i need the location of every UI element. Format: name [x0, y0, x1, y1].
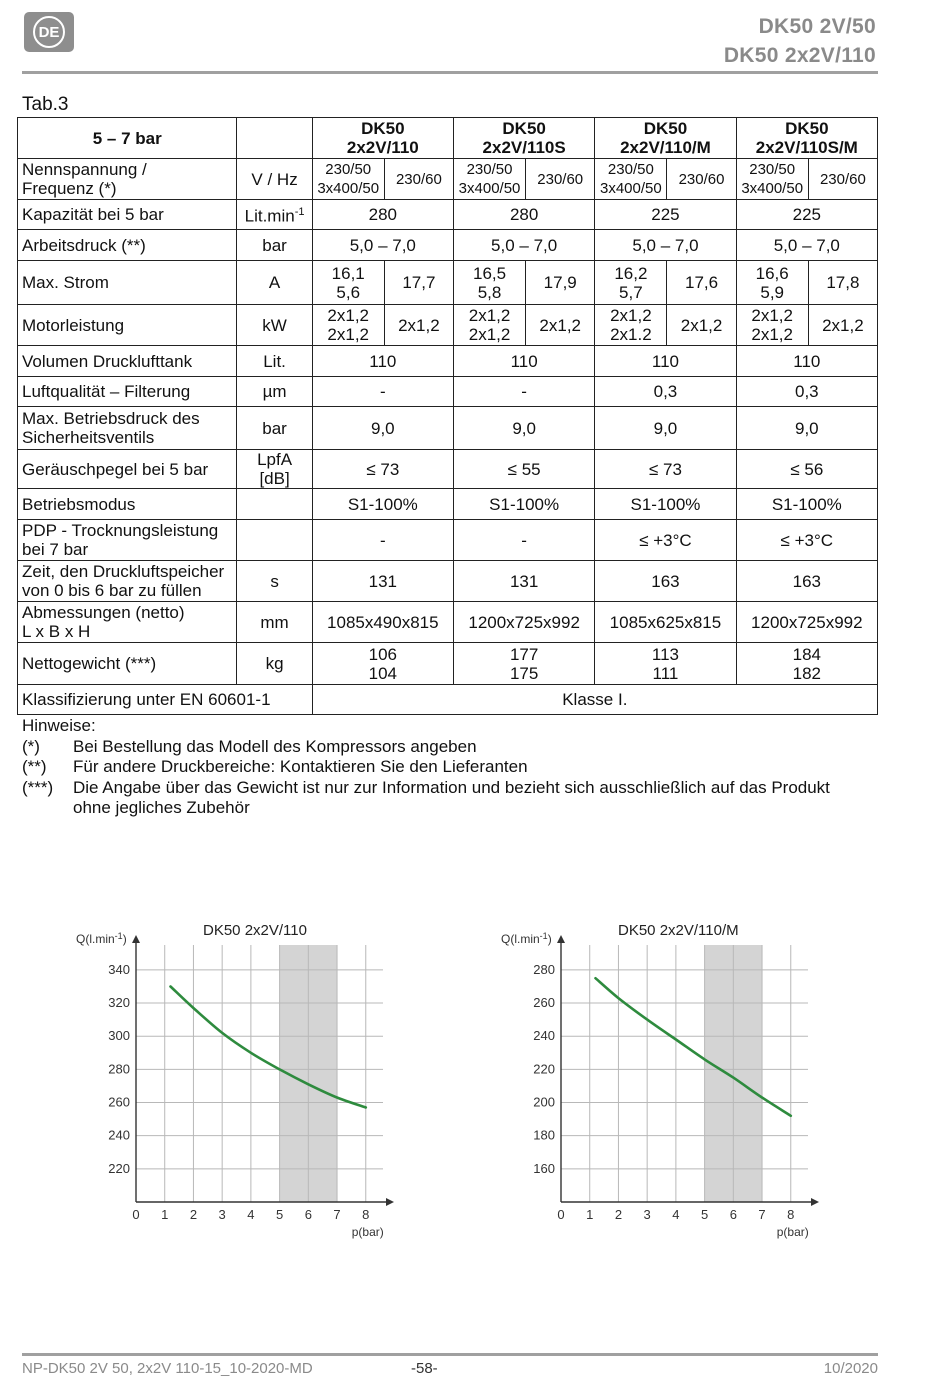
y-axis-arrow-icon — [132, 935, 140, 943]
page-number: -58- — [411, 1360, 438, 1377]
table-cell: 17,7 — [384, 261, 453, 305]
table-cell: Klasse I. — [312, 685, 877, 715]
row-label: PDP - Trocknungsleistung bei 7 bar — [18, 520, 237, 561]
pressure-range-header: 5 – 7 bar — [18, 118, 237, 159]
y-tick-label: 180 — [533, 1127, 555, 1143]
table-header-row — [18, 118, 878, 159]
table-cell: ≤ 73 — [595, 450, 736, 489]
table-cell: 1200x725x992 — [453, 602, 594, 643]
table-row — [18, 643, 878, 685]
table-row — [18, 200, 878, 230]
x-tick-label: 3 — [218, 1207, 226, 1222]
table-cell: 225 — [736, 200, 877, 230]
x-tick-label: 4 — [672, 1207, 680, 1222]
table-row — [18, 261, 878, 305]
table-cell: S1-100% — [736, 489, 877, 520]
x-tick-label: 2 — [189, 1207, 198, 1222]
table-cell: 16,2 5,7 — [595, 261, 667, 305]
x-tick-label: 8 — [362, 1207, 370, 1222]
table-cell: 106 104 — [312, 643, 453, 685]
table-cell: 9,0 — [736, 407, 877, 450]
y-tick-label: 220 — [533, 1061, 555, 1077]
y-tick-label: 300 — [108, 1028, 130, 1044]
table-cell: 110 — [453, 346, 594, 377]
specifications-table — [17, 117, 878, 715]
row-label: Nennspannung / Frequenz (*) — [18, 159, 237, 200]
footer-date: 10/2020 — [823, 1360, 878, 1377]
note-item: (**) Für andere Druckbereiche: Kontaktieren Sie den Lieferanten — [22, 757, 528, 776]
row-label: Motorleistung — [18, 305, 237, 346]
table-row — [18, 305, 878, 346]
x-axis-label: p(bar) — [776, 1225, 809, 1239]
table-row — [18, 685, 878, 715]
y-tick-label: 260 — [533, 995, 555, 1011]
y-axis-label: $Q(l.\min^{-1})$ — [501, 931, 552, 946]
model-header: DK50 2x2V/110 — [312, 118, 453, 159]
table-cell: 17,8 — [808, 261, 877, 305]
table-row — [18, 377, 878, 407]
table-cell: 17,9 — [526, 261, 595, 305]
chart-title: DK50 2x2V/110 — [203, 922, 307, 939]
document-title-line-2: DK50 2x2V/110 — [723, 44, 876, 67]
table-cell: 230/50 3x400/50 — [453, 159, 525, 200]
footer-divider — [22, 1353, 878, 1356]
table-row — [18, 602, 878, 643]
x-tick-label: 1 — [586, 1207, 594, 1222]
table-cell: 225 — [595, 200, 736, 230]
table-cell: 16,6 5,9 — [736, 261, 808, 305]
x-tick-label: 3 — [643, 1207, 651, 1222]
table-cell: 2x1,2 — [808, 305, 877, 346]
x-axis-arrow-icon — [811, 1198, 819, 1206]
model-header: DK50 2x2V/110S — [453, 118, 594, 159]
table-cell: ≤ +3°C — [736, 520, 877, 561]
table-row — [18, 561, 878, 602]
notes-heading: Hinweise: — [22, 716, 96, 735]
table-cell: 280 — [453, 200, 594, 230]
row-label: Kapazität bei 5 bar — [18, 200, 237, 230]
table-cell: 2x1,2 — [384, 305, 453, 346]
footer-document-id: NP-DK50 2V 50, 2x2V 110-15_10-2020-MD — [22, 1360, 313, 1377]
table-cell: 230/60 — [808, 159, 877, 200]
table-cell: 9,0 — [453, 407, 594, 450]
x-tick-label: 1 — [161, 1207, 169, 1222]
x-tick-label: 8 — [787, 1207, 795, 1222]
table-cell: 9,0 — [595, 407, 736, 450]
table-cell: - — [312, 520, 453, 561]
table-cell: 17,6 — [667, 261, 736, 305]
table-cell: - — [453, 377, 594, 407]
y-tick-label: 340 — [108, 961, 130, 977]
model-header: DK50 2x2V/110/M — [595, 118, 736, 159]
y-tick-label: 240 — [108, 1127, 130, 1143]
table-cell: 2x1,2 2x1,2 — [312, 305, 384, 346]
table-cell: 163 — [736, 561, 877, 602]
y-tick-label: 220 — [108, 1160, 130, 1176]
table-row — [18, 230, 878, 261]
row-unit: bar — [237, 407, 312, 450]
row-label: Zeit, den Druckluftspeicher von 0 bis 6 bar zu füllen — [18, 561, 237, 602]
y-tick-label: 280 — [108, 1061, 130, 1077]
row-unit: bar — [237, 230, 312, 261]
x-axis-label: p(bar) — [351, 1225, 384, 1239]
logo-mark: DE — [33, 16, 65, 48]
x-tick-label: 2 — [614, 1207, 623, 1222]
x-tick-label: 7 — [333, 1207, 341, 1222]
table-cell: 5,0 – 7,0 — [312, 230, 453, 261]
y-tick-label: 240 — [533, 1028, 555, 1044]
table-cell: ≤ 73 — [312, 450, 453, 489]
x-tick-label: 4 — [247, 1207, 255, 1222]
x-axis-arrow-icon — [386, 1198, 394, 1206]
row-unit: V / Hz — [237, 159, 312, 200]
header-divider — [22, 71, 878, 74]
table-cell: 2x1,2 2x1,2 — [453, 305, 525, 346]
table-cell: 131 — [453, 561, 594, 602]
table-cell: 230/60 — [667, 159, 736, 200]
row-label: Nettogewicht (***) — [18, 643, 237, 685]
table-cell: 113 111 — [595, 643, 736, 685]
chart-title: DK50 2x2V/110/M — [618, 922, 739, 939]
table-cell: 230/50 3x400/50 — [595, 159, 667, 200]
table-row — [18, 489, 878, 520]
y-tick-label: 320 — [108, 995, 130, 1011]
row-label: Max. Betriebsdruck des Sicherheitsventils — [18, 407, 237, 450]
table-cell: 16,1 5,6 — [312, 261, 384, 305]
logo — [24, 12, 74, 52]
table-cell: 2x1,2 — [667, 305, 736, 346]
row-unit: LpfA [dB] — [237, 450, 312, 489]
row-unit: Lit. — [237, 346, 312, 377]
row-unit: $Lit.\min^{-1}$ — [237, 200, 312, 230]
table-cell: 110 — [595, 346, 736, 377]
table-cell: 177 175 — [453, 643, 594, 685]
table-cell: 0,3 — [736, 377, 877, 407]
row-unit — [237, 520, 312, 561]
table-cell: 1085x625x815 — [595, 602, 736, 643]
table-cell: 230/60 — [384, 159, 453, 200]
table-cell: 16,5 5,8 — [453, 261, 525, 305]
row-label: Max. Strom — [18, 261, 237, 305]
table-cell: - — [312, 377, 453, 407]
table-row — [18, 159, 878, 200]
row-label: Luftqualität – Filterung — [18, 377, 237, 407]
row-unit: µm — [237, 377, 312, 407]
table-cell: 1085x490x815 — [312, 602, 453, 643]
table-cell: 163 — [595, 561, 736, 602]
table-cell: 230/50 3x400/50 — [736, 159, 808, 200]
y-axis-arrow-icon — [557, 935, 565, 943]
table-cell: 280 — [312, 200, 453, 230]
table-cell: S1-100% — [453, 489, 594, 520]
table-cell: 131 — [312, 561, 453, 602]
table-cell: S1-100% — [595, 489, 736, 520]
x-tick-label: 7 — [758, 1207, 766, 1222]
table-row — [18, 520, 878, 561]
row-label: Klassifizierung unter EN 60601-1 — [18, 685, 313, 715]
table-cell: ≤ 56 — [736, 450, 877, 489]
table-cell: 0,3 — [595, 377, 736, 407]
y-tick-label: 200 — [533, 1094, 555, 1110]
table-cell: 110 — [736, 346, 877, 377]
model-header: DK50 2x2V/110S/M — [736, 118, 877, 159]
row-label: Volumen Drucklufttank — [18, 346, 237, 377]
y-axis-label: $Q(l.\min^{-1})$ — [76, 931, 127, 946]
document-title — [724, 12, 876, 70]
table-cell: - — [453, 520, 594, 561]
note-item: (***) Die Angabe über das Gewicht ist nur zur Information und bezieht sich ausschließlich auf das Produkt ohne jegliches Zubehör — [22, 777, 830, 817]
table-cell: 2x1,2 2x1,2 — [736, 305, 808, 346]
x-tick-label: 6 — [729, 1207, 737, 1222]
table-cell: 5,0 – 7,0 — [736, 230, 877, 261]
table-cell: 9,0 — [312, 407, 453, 450]
x-tick-label: 5 — [275, 1207, 284, 1222]
table-label: Tab.3 — [22, 94, 69, 115]
row-label: Betriebsmodus — [18, 489, 237, 520]
x-tick-label: 0 — [557, 1207, 565, 1222]
row-unit — [237, 489, 312, 520]
flow-pressure-chart — [70, 930, 400, 1250]
table-cell: ≤ +3°C — [595, 520, 736, 561]
y-tick-label: 280 — [533, 961, 555, 977]
flow-pressure-chart — [495, 930, 825, 1250]
row-unit: mm — [237, 602, 312, 643]
table-cell: 1200x725x992 — [736, 602, 877, 643]
notes — [22, 716, 830, 819]
table-cell: 110 — [312, 346, 453, 377]
table-cell: 5,0 – 7,0 — [453, 230, 594, 261]
x-tick-label: 5 — [700, 1207, 709, 1222]
row-unit: kW — [237, 305, 312, 346]
table-row — [18, 450, 878, 489]
row-label: Geräuschpegel bei 5 bar — [18, 450, 237, 489]
table-cell: 2x1,2 2x1.2 — [595, 305, 667, 346]
table-cell: 5,0 – 7,0 — [595, 230, 736, 261]
note-item: (*) Bei Bestellung das Modell des Kompressors angeben — [22, 736, 477, 756]
table-cell: 184 182 — [736, 643, 877, 685]
row-unit: A — [237, 261, 312, 305]
document-title-line-1: DK50 2V/50 — [758, 15, 876, 38]
row-unit: kg — [237, 643, 312, 685]
table-row — [18, 407, 878, 450]
table-cell: 2x1,2 — [526, 305, 595, 346]
row-label: Arbeitsdruck (**) — [18, 230, 237, 261]
x-tick-label: 6 — [304, 1207, 312, 1222]
table-cell: 230/60 — [526, 159, 595, 200]
row-unit: s — [237, 561, 312, 602]
table-cell: S1-100% — [312, 489, 453, 520]
row-label: Abmessungen (netto) L x B x H — [18, 602, 237, 643]
x-tick-label: 0 — [132, 1207, 140, 1222]
y-tick-label: 160 — [533, 1160, 555, 1176]
unit-header — [237, 118, 312, 159]
table-cell: 230/50 3x400/50 — [312, 159, 384, 200]
y-tick-label: 260 — [108, 1094, 130, 1110]
table-cell: ≤ 55 — [453, 450, 594, 489]
table-row — [18, 346, 878, 377]
